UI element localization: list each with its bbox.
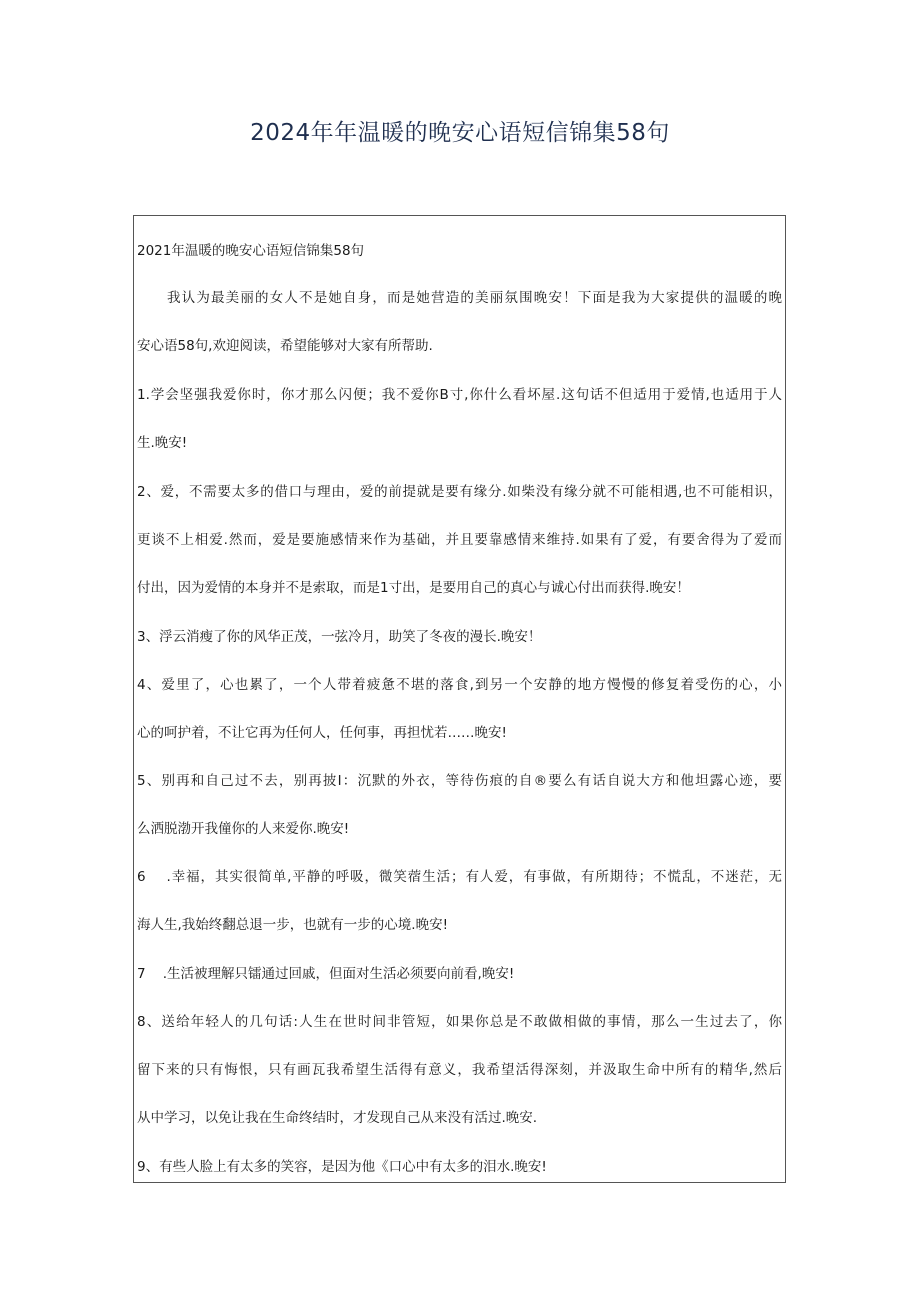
item-8-line-3: 从中学习，以免让我在生命终结时，才发现自己从来没有活过.晚安.	[137, 1110, 538, 1126]
subtitle-line: 2021年温暖的晚安心语短信锦集58句	[137, 243, 365, 259]
item-4-line-2: 心的呵护着，不让它再为任何人，任何事，再担忧若……晚安!	[137, 725, 507, 741]
item-2-line-2: 更谈不上相爱.然而，爱是要施感情来作为基础，并且要靠感情来维持.如果有了爱，有要舍得为了爱而	[137, 532, 782, 548]
item-8-line-1: 8、送给年轻人的几句话:人生在世时间非管短，如果你总是不敢做相做的事情，那么一生过去了，你	[137, 1014, 782, 1030]
page-title: 2024年年温暖的晚安心语短信锦集58句	[250, 120, 670, 146]
item-1-line-1: 1.学会坚强我爱你时，你才那么闪便；我不爱你B寸,你什么看坏屋.这句话不但适用于爱情,也适用于人	[137, 387, 782, 403]
item-9-line-1: 9、有些人脸上有太多的笑容，是因为他《口心中有太多的泪水.晚安!	[137, 1159, 547, 1175]
item-8-line-2: 留下来的只有悔恨，只有画瓦我希望生活得有意义，我希望活得深刻，并汲取生命中所有的精华,然后	[137, 1062, 782, 1078]
content-frame	[133, 215, 786, 1183]
item-5-line-1: 5、别再和自己过不去，别再披I：沉默的外衣，等待伤痕的自®要么有话自说大方和他坦露心迹，要	[137, 773, 782, 789]
intro-line-2: 安心语58句,欢迎阅读，希望能够对大家有所帮助.	[137, 338, 433, 354]
item-2-line-3: 付出，因为爱情的本身并不是索取，而是1寸出，是要用自己的真心与诚心付出而获得.晚安！	[137, 580, 690, 596]
item-7-line-1: 7 .生活被理解只镭通过回戚，但面对生活必须要向前看,晚安!	[137, 966, 515, 982]
item-2-line-1: 2、爱，不需要太多的借口与理由，爱的前提就是要有缘分.如柴没有缘分就不可能相遇,也不可能相识，	[137, 484, 782, 500]
item-3-line-1: 3、浮云消瘦了你的风华正茂，一弦冷月，助笑了冬夜的漫长.晚安！	[137, 629, 542, 645]
item-5-line-2: 么洒脱渤开我僮你的人来爱你.晚安!	[137, 821, 350, 837]
item-1-line-2: 生.晚安!	[137, 435, 188, 451]
item-4-line-1: 4、爱里了，心也累了，一个人带着疲惫不堪的落食,到另一个安静的地方慢慢的修复着受伤的心，小	[137, 677, 782, 693]
intro-line-1: 我认为最美丽的女人不是她自身，而是她营造的美丽氛围晚安！下面是我为大家提供的温暖的晚	[167, 290, 782, 306]
item-6-line-2: 海人生,我始终翻总退一步，也就有一步的心境.晚安!	[137, 917, 448, 933]
item-6-line-1: 6 .幸福，其实很简单,平静的呼吸，微笑蓿生活；有人爱，有事做，有所期待；不慌乱，不迷茫，无	[137, 869, 782, 885]
